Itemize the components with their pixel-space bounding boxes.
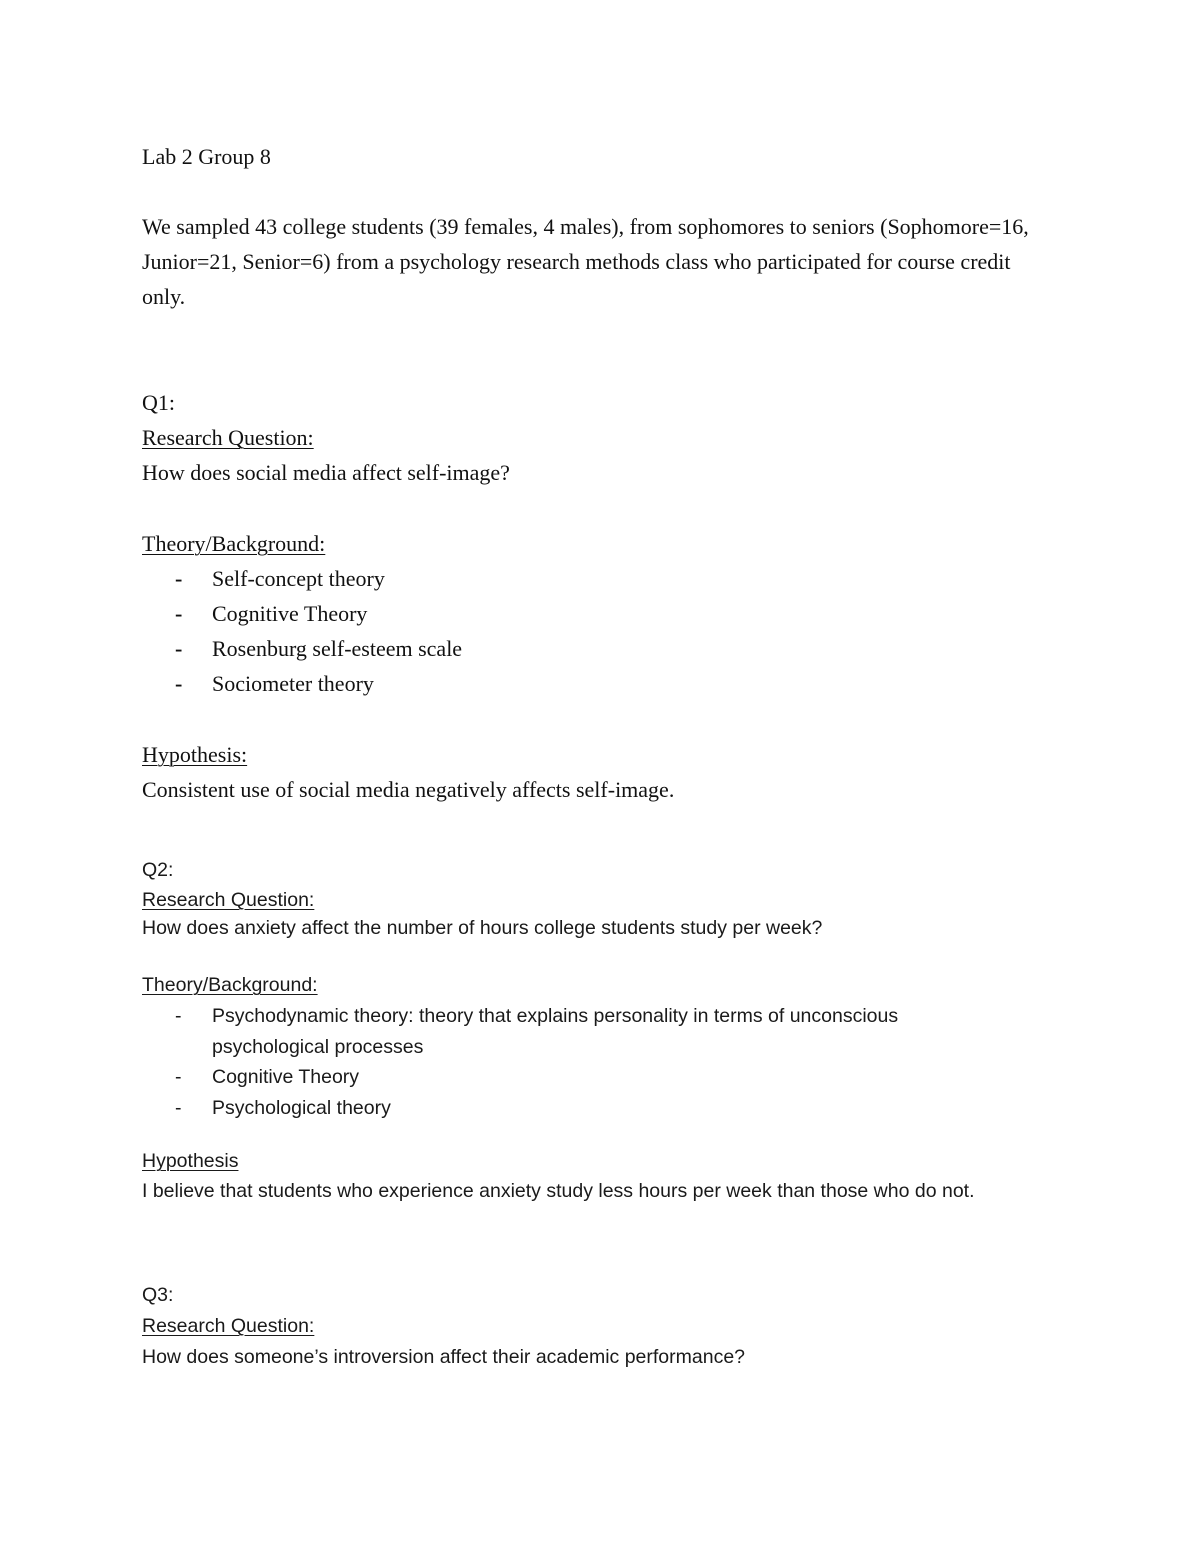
- list-item: [142, 666, 1042, 701]
- question-1-theory-heading-text: Theory/Background:: [142, 531, 326, 556]
- dash-bullet: -: [175, 1066, 182, 1088]
- list-item: [142, 1062, 1042, 1093]
- dash-bullet: -: [175, 1096, 182, 1119]
- question-3-label: Q3:: [142, 1284, 174, 1306]
- list-item-text: Sociometer theory: [212, 671, 374, 696]
- list-item-text: Cognitive Theory: [212, 1066, 360, 1088]
- list-item: [142, 1001, 1042, 1062]
- list-item-text: Self-concept theory: [212, 566, 385, 591]
- list-item: [142, 596, 1042, 631]
- question-2-research-question: How does anxiety affect the number of hours college students study per week?: [142, 917, 823, 939]
- question-1-theory-list: [142, 561, 1042, 701]
- list-item: [142, 561, 1042, 596]
- list-item: [142, 1093, 1042, 1124]
- list-item-text: Psychological theory: [212, 1096, 391, 1119]
- question-2-hypothesis-heading: [142, 1147, 1042, 1176]
- intro-paragraph: We sampled 43 college students (39 females, 4 males), from sophomores to seniors (Sophomore=16, Junior=21, Senior=6) from a psychology research methods class who participated for course credit only.: [142, 214, 1029, 309]
- question-2-research-question-heading: [142, 886, 1042, 915]
- list-item-text: Cognitive Theory: [212, 601, 368, 626]
- dash-bullet: -: [175, 566, 183, 591]
- list-item-text: Psychodynamic theory: theory that explains personality in terms of unconscious psychological processes: [212, 1005, 899, 1058]
- question-3-research-question-heading: [142, 1312, 1042, 1341]
- question-2-hypothesis-heading-text: Hypothesis: [142, 1150, 239, 1172]
- question-1-research-question-heading-text: Research Question:: [142, 425, 314, 450]
- question-1-hypothesis-heading-text: Hypothesis:: [142, 742, 248, 767]
- list-item: [142, 631, 1042, 666]
- question-2-label: Q2:: [142, 859, 174, 881]
- question-1-research-question-heading: [142, 420, 1042, 455]
- question-2-theory-heading-text: Theory/Background:: [142, 974, 318, 996]
- document-title: Lab 2 Group 8: [142, 144, 271, 169]
- question-2-hypothesis: I believe that students who experience anxiety study less hours per week than those who do not.: [142, 1180, 975, 1202]
- question-2-research-question-heading-text: Research Question:: [142, 889, 315, 911]
- dash-bullet: -: [175, 1005, 182, 1027]
- question-1-hypothesis: Consistent use of social media negatively affects self-image.: [142, 777, 675, 802]
- question-2-theory-list: [142, 1001, 1042, 1123]
- question-1-hypothesis-heading: [142, 737, 1042, 772]
- dash-bullet: -: [175, 671, 183, 696]
- question-1-label: Q1:: [142, 390, 175, 415]
- question-1-theory-heading: [142, 526, 1042, 561]
- dash-bullet: -: [175, 601, 183, 626]
- question-1-research-question: How does social media affect self-image?: [142, 460, 510, 485]
- question-2-theory-heading: [142, 971, 1042, 1000]
- list-item-text: Rosenburg self-esteem scale: [212, 636, 463, 661]
- dash-bullet: -: [175, 636, 183, 661]
- question-3-research-question: How does someone’s introversion affect their academic performance?: [142, 1346, 746, 1368]
- question-3-research-question-heading-text: Research Question:: [142, 1315, 315, 1337]
